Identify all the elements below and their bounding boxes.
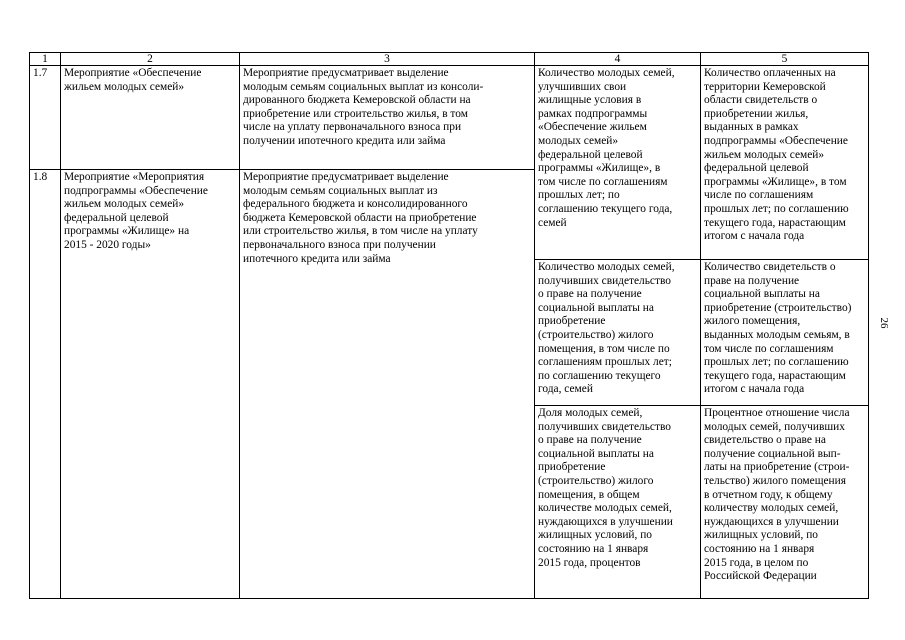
header-col-2: 2 (61, 53, 240, 66)
header-col-1: 1 (30, 53, 61, 66)
page-number: 26 (878, 317, 890, 329)
measure-name: Мероприятие «Мероприятия подпрограммы «Обеспечение жильем молодых семей» федеральной целевой программы «Жилище» на 2015 - 2020 годы» (61, 170, 240, 599)
table-row (30, 66, 869, 170)
indicator-name: Количество молодых семей, получивших свидетельство о праве на получение социальной выплаты на приобретение (строительство) жилого помещения, в том числе по соглашениям прошлых лет; по соглашению текущего года, семей (535, 260, 701, 406)
measures-table (29, 52, 869, 599)
row-number: 1.8 (30, 170, 61, 599)
measure-name: Мероприятие «Обеспечение жильем молодых семей» (61, 66, 240, 170)
header-col-5: 5 (701, 53, 869, 66)
measure-description: Мероприятие предусматривает выделение молодым семьям социальных выплат из консоли- дированного бюджета Кемеровской области на приобретение или строительство жилья, в том числе на уплату первоначального взноса при получении ипотечного кредита или займа (240, 66, 535, 170)
indicator-method: Количество оплаченных на территории Кемеровской области свидетельств о приобретении жилья, выданных в рамках подпрограммы «Обеспечение жильем молодых семей» федеральной целевой программы «Жилище», в том числе по соглашениям прошлых лет; по соглашению текущего года, нарастающим итогом с начала года (701, 66, 869, 260)
indicator-name: Количество молодых семей, улучшивших свои жилищные условия в рамках подпрограммы «Обеспечение жильем молодых семей» федеральной целевой программы «Жилище», в том числе по соглашениям прошлых лет; по соглашению текущего года, семей (535, 66, 701, 260)
header-col-4: 4 (535, 53, 701, 66)
table-header-row (30, 53, 869, 66)
header-col-3: 3 (240, 53, 535, 66)
indicator-method: Процентное отношение числа молодых семей, получивших свидетельство о праве на получение социальной вып- латы на приобретение (строи- тельство) жилого помещения в отчетном году, к общему количеству молодых семей, нуждающихся в улучшении жилищных условий, по состоянию на 1 января 2015 года, в целом по Российской Федерации (701, 406, 869, 599)
indicator-name: Доля молодых семей, получивших свидетельство о праве на получение социальной выплаты на приобретение (строительство) жилого помещения, в общем количестве молодых семей, нуждающихся в улучшении жилищных условий, по состоянию на 1 января 2015 года, процентов (535, 406, 701, 599)
indicator-method: Количество свидетельств о праве на получение социальной выплаты на приобретение (строительство) жилого помещения, выданных молодым семьям, в том числе по соглашениям прошлых лет; по соглашению текущего года, нарастающим итогом с начала года (701, 260, 869, 406)
row-number: 1.7 (30, 66, 61, 170)
measure-description: Мероприятие предусматривает выделение молодым семьям социальных выплат из федерального бюджета и консолидированного бюджета Кемеровской области на приобретение или строительство жилья, в том числе на уплату первоначального взноса при получении ипотечного кредита или займа (240, 170, 535, 599)
